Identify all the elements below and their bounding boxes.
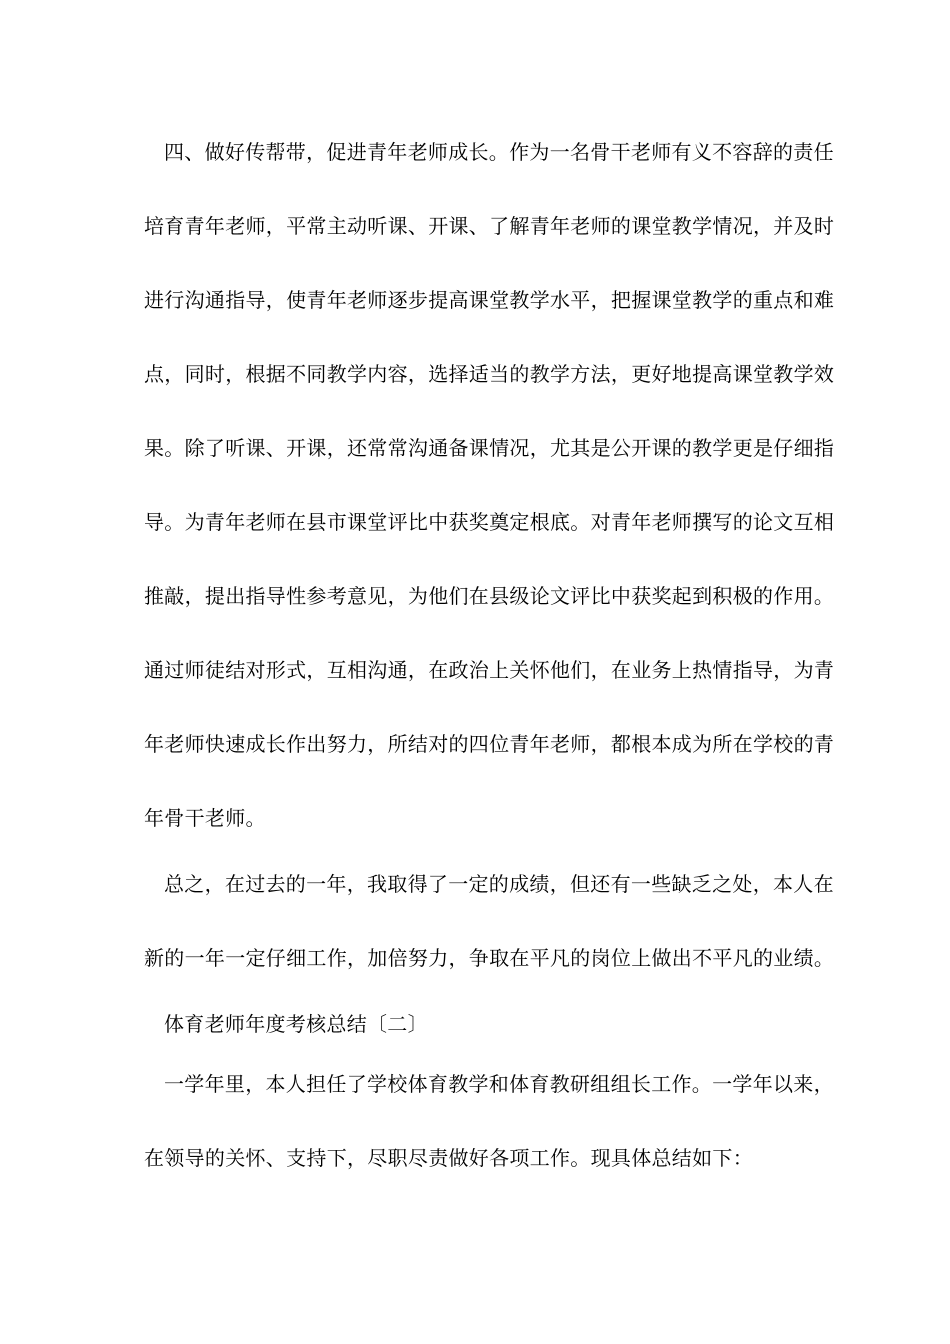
paragraph-4-line-10: 年骨干老师。 [144, 806, 266, 830]
conclusion-line-1: 总之，在过去的一年，我取得了一定的成绩，但还有一些缺乏之处，本人在 [164, 872, 834, 896]
paragraph-4-line-2: 培育青年老师，平常主动听课、开课、了解青年老师的课堂教学情况，并及时 [144, 214, 835, 238]
paragraph-4-line-7: 推敲，提出指导性参考意见，为他们在县级论文评比中获奖起到积极的作用。 [144, 584, 835, 608]
paragraph-4-line-8: 通过师徒结对形式，互相沟通，在政治上关怀他们，在业务上热情指导，为青 [144, 658, 835, 682]
section-heading: 体育老师年度考核总结〔二〕 [164, 1012, 428, 1036]
paragraph-4-line-1: 四、做好传帮带，促进青年老师成长。作为一名骨干老师有义不容辞的责任 [164, 140, 834, 164]
conclusion-line-2: 新的一年一定仔细工作，加倍努力，争取在平凡的岗位上做出不平凡的业绩。 [144, 946, 835, 970]
paragraph-4-line-4: 点，同时，根据不同教学内容，选择适当的教学方法，更好地提高课堂教学效 [144, 362, 835, 386]
paragraph-4-line-3: 进行沟通指导，使青年老师逐步提高课堂教学水平，把握课堂教学的重点和难 [144, 288, 835, 312]
intro-line-1: 一学年里，本人担任了学校体育教学和体育教研组组长工作。一学年以来， [164, 1072, 834, 1096]
paragraph-4-line-9: 年老师快速成长作出努力，所结对的四位青年老师，都根本成为所在学校的青 [144, 732, 835, 756]
paragraph-4-line-5: 果。除了听课、开课，还常常沟通备课情况，尤其是公开课的教学更是仔细指 [144, 436, 835, 460]
paragraph-4-line-6: 导。为青年老师在县市课堂评比中获奖奠定根底。对青年老师撰写的论文互相 [144, 510, 835, 534]
intro-line-2: 在领导的关怀、支持下，尽职尽责做好各项工作。现具体总结如下： [144, 1146, 753, 1170]
